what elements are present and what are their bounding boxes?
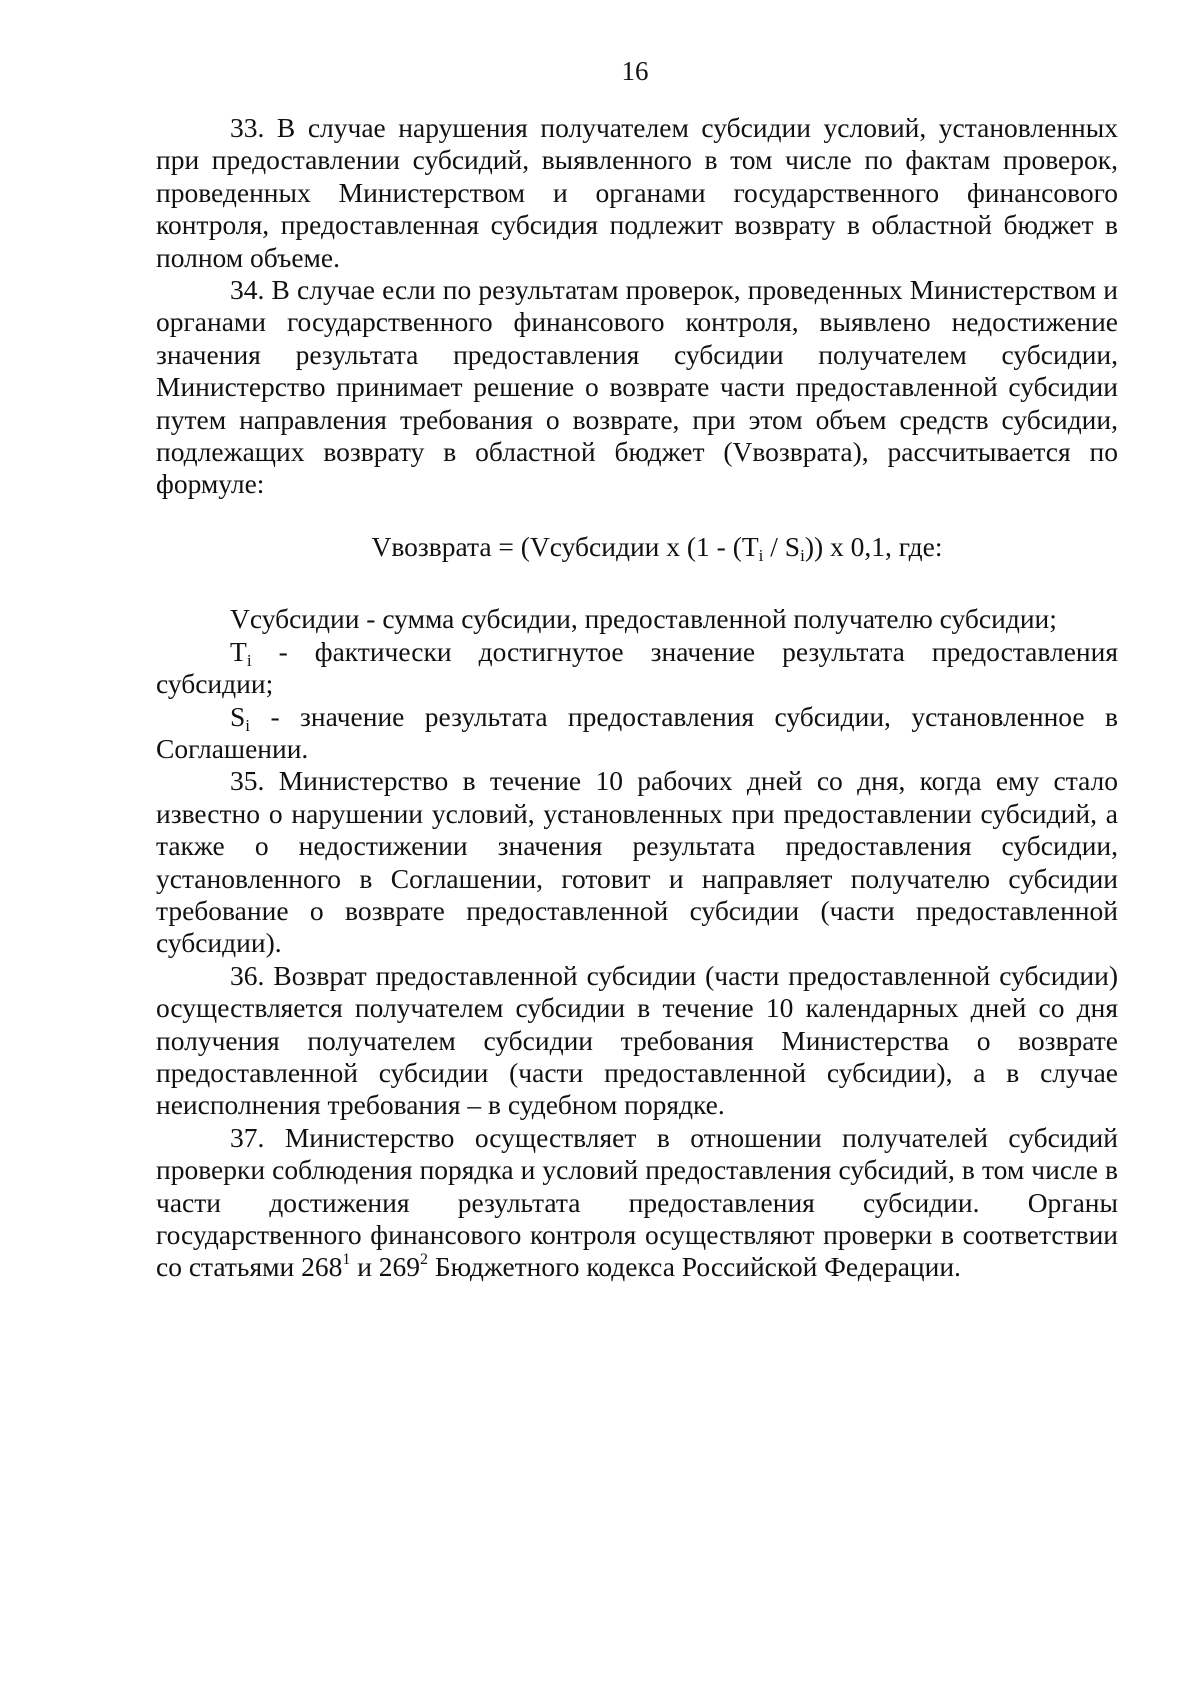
paragraph-34: 34. В случае если по результатам проверок, проведенных Министерством и органами государственного финансового контроля, выявлено недостижение значения результата предоставления субсидии получателем субсидии, Министерство принимает решение о возврате части предоставленной субсидии путем направления требования о возврате, при этом объем средств субсидии, подлежащих возврату в областной бюджет (Vвозврата), рассчитывается по формуле: [156, 274, 1118, 500]
definition-ti-text: - фактически достигнутое значение результата предоставления субсидии; [156, 635, 1118, 700]
definition-ti-symbol: T [230, 635, 247, 667]
formula-lhs: Vвозврата = (Vсубсидии x (1 - (T [371, 530, 759, 562]
paragraph-37-part1: 37. Министерство осуществляет в отношении получателей субсидий проверки соблюдения порядка и условий предоставления субсидий, в том числе в части достижения результата предоставления субсидии. Органы государственного финансового контроля осуществляют проверки в соответствии со статьями 268 [156, 1121, 1118, 1283]
superscript-1: 1 [342, 1251, 351, 1269]
superscript-2: 2 [420, 1251, 428, 1269]
definition-vsubsidii: Vсубсидии - сумма субсидии, предоставленной получателю субсидии; [230, 603, 1057, 635]
definition-si-text: - значение результата предоставления субсидии, установленное в Соглашении. [156, 700, 1118, 764]
paragraph-37-part2: и 269 [350, 1251, 421, 1283]
definition-si-symbol: S [230, 700, 246, 732]
paragraph-35: 35. Министерство в течение 10 рабочих дней со дня, когда ему стало известно о нарушении условий, установленных при предоставлении субсидий, а также о недостижении значения результата предоставления субсидии, установленного в Соглашении, готовит и направляет получателю субсидии требование о возврате предоставленной субсидии (части предоставленной субсидии). [156, 765, 1118, 959]
formula [156, 531, 1118, 563]
definition-si-subscript: i [245, 715, 251, 735]
formula-subscript-si: i [800, 545, 805, 565]
formula-rhs: )) x 0,1, где: [804, 530, 943, 562]
paragraph-33: 33. В случае нарушения получателем субсидии условий, установленных при предоставлении субсидий, выявленного в том числе по фактам проверок, проведенных Министерством и органами государственного финансового контроля, предоставленная субсидия подлежит возврату в областной бюджет в полном объеме. [156, 112, 1118, 273]
definition-ti-subscript: i [246, 650, 252, 670]
definition-ti [156, 636, 1118, 701]
paragraph-37 [156, 1122, 1118, 1284]
paragraph-37-part3: Бюджетного кодекса Российской Федерации. [428, 1251, 961, 1283]
page-number: 16 [621, 56, 649, 86]
document-body [156, 112, 1118, 1284]
formula-mid: / S [763, 530, 801, 562]
definition-si [156, 701, 1118, 766]
paragraph-36: 36. Возврат предоставленной субсидии (части предоставленной субсидии) осуществляется получателем субсидии в течение 10 календарных дней со дня получения получателем субсидии требования Министерства о возврате предоставленной субсидии (части предоставленной субсидии), а в случае неисполнения требования – в судебном порядке. [156, 959, 1118, 1121]
formula-subscript-ti: i [758, 545, 764, 565]
